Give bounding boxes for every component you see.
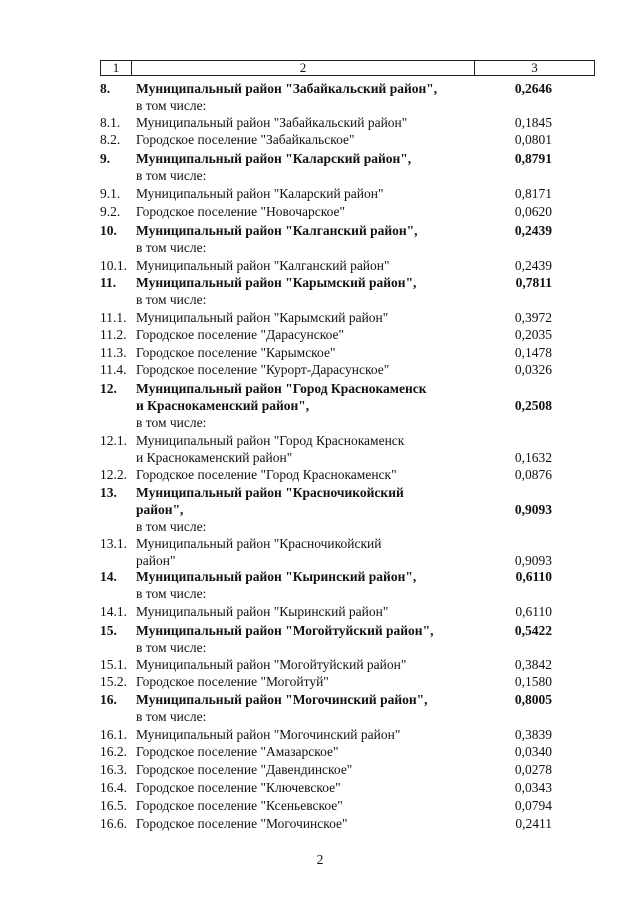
row-name — [136, 779, 466, 796]
row-value: 0,0326 — [514, 362, 552, 377]
row-number: 16.4. — [100, 780, 127, 795]
row-name-line: Городское поселение "Могойтуй" — [136, 674, 329, 689]
row-number: 13.1. — [100, 536, 127, 551]
row-name-line: Городское поселение "Амазарское" — [136, 744, 339, 759]
row-number: 14. — [100, 569, 117, 584]
row-value: 0,9093 — [514, 502, 552, 517]
row-name-line: Городское поселение "Дарасунское" — [136, 327, 345, 342]
row-name — [136, 344, 466, 361]
including-label: в том числе: — [136, 709, 207, 724]
row-number: 9.1. — [100, 186, 121, 201]
row-name-line: Муниципальный район "Калганский район", — [136, 223, 418, 238]
row-name-line: Муниципальный район "Красночикойский — [136, 485, 404, 500]
row-name-line: Муниципальный район "Кыринский район" — [136, 604, 389, 619]
row-name-line: и Краснокаменский район", — [136, 398, 310, 413]
row-number: 8. — [100, 81, 111, 96]
row-name-line: район", — [136, 502, 184, 517]
row-value: 0,3839 — [514, 727, 552, 742]
row-name-line: Муниципальный район "Могочинский район" — [136, 727, 401, 742]
row-value: 0,6110 — [515, 604, 552, 619]
row-name-line: Городское поселение "Ключевское" — [136, 780, 341, 795]
row-name — [136, 535, 466, 569]
row-number: 16.6. — [100, 816, 127, 831]
row-name-line: Муниципальный район "Могойтуйский район" — [136, 657, 407, 672]
row-name — [136, 568, 466, 602]
row-name — [136, 432, 466, 466]
row-name-line: Городское поселение "Ксеньевское" — [136, 798, 343, 813]
row-name — [136, 797, 466, 814]
row-name-line: Муниципальный район "Каларский район" — [136, 186, 384, 201]
row-name — [136, 150, 466, 184]
row-number: 11. — [100, 275, 117, 290]
including-label: в том числе: — [136, 292, 207, 307]
row-value: 0,0620 — [514, 204, 552, 219]
row-name-line: Городское поселение "Город Краснокаменск" — [136, 467, 397, 482]
row-name — [136, 484, 466, 535]
row-number: 16.3. — [100, 762, 127, 777]
row-name — [136, 361, 466, 378]
row-name — [136, 622, 466, 656]
including-label: в том числе: — [136, 240, 207, 255]
including-label: в том числе: — [136, 415, 207, 430]
row-name-line: Муниципальный район "Забайкальский район", — [136, 81, 438, 96]
row-name-line: Городское поселение "Карымское" — [136, 345, 336, 360]
row-value: 0,2035 — [514, 327, 552, 342]
row-name — [136, 257, 466, 274]
row-value: 0,7811 — [515, 275, 552, 290]
row-name-line: Городское поселение "Давендинское" — [136, 762, 353, 777]
row-name-line: Муниципальный район "Забайкальский район" — [136, 115, 408, 130]
row-name-line: Муниципальный район "Карымский район" — [136, 310, 389, 325]
row-number: 12.2. — [100, 467, 127, 482]
row-name — [136, 815, 466, 832]
row-number: 10. — [100, 223, 117, 238]
row-name-line: Муниципальный район "Могочинский район", — [136, 692, 428, 707]
row-value: 0,5422 — [514, 623, 552, 638]
row-name — [136, 203, 466, 220]
header-col-2: 2 — [132, 61, 475, 75]
row-name — [136, 603, 466, 620]
row-name — [136, 274, 466, 308]
row-value: 0,0876 — [514, 467, 552, 482]
row-number: 15.1. — [100, 657, 127, 672]
page-number: 2 — [316, 852, 324, 867]
row-value: 0,2439 — [514, 223, 552, 238]
row-name-line: Муниципальный район "Город Краснокаменск — [136, 381, 427, 396]
row-number: 12. — [100, 381, 117, 396]
row-name-line: Муниципальный район "Калганский район" — [136, 258, 390, 273]
row-name-line: Муниципальный район "Карымский район", — [136, 275, 417, 290]
row-name — [136, 726, 466, 743]
row-value: 0,2411 — [515, 816, 552, 831]
including-label: в том числе: — [136, 98, 207, 113]
row-name — [136, 80, 466, 114]
including-label: в том числе: — [136, 519, 207, 534]
row-value: 0,6110 — [515, 569, 552, 584]
row-number: 10.1. — [100, 258, 127, 273]
row-value: 0,0794 — [514, 798, 552, 813]
row-number: 8.2. — [100, 132, 121, 147]
header-col-3: 3 — [531, 60, 538, 75]
row-value: 0,1478 — [514, 345, 552, 360]
row-value: 0,1580 — [514, 674, 552, 689]
row-value: 0,3842 — [514, 657, 552, 672]
row-number: 12.1. — [100, 433, 127, 448]
row-name — [136, 326, 466, 343]
row-value: 0,1632 — [514, 450, 552, 465]
row-name-line: Муниципальный район "Город Краснокаменск — [136, 433, 405, 448]
row-number: 16.1. — [100, 727, 127, 742]
row-name — [136, 380, 466, 431]
including-label: в том числе: — [136, 586, 207, 601]
row-name-line: Городское поселение "Забайкальское" — [136, 132, 355, 147]
row-number: 11.2. — [100, 327, 127, 342]
row-value: 0,3972 — [514, 310, 552, 325]
including-label: в том числе: — [136, 640, 207, 655]
row-value: 0,9093 — [514, 553, 552, 568]
row-value: 0,0278 — [514, 762, 552, 777]
row-number: 11.4. — [100, 362, 127, 377]
row-number: 9.2. — [100, 204, 121, 219]
row-number: 15. — [100, 623, 117, 638]
row-name-line: Муниципальный район "Красночикойский — [136, 536, 382, 551]
row-value: 0,0801 — [514, 132, 552, 147]
row-name-line: и Краснокаменский район" — [136, 450, 293, 465]
row-value: 0,2508 — [514, 398, 552, 413]
row-number: 15.2. — [100, 674, 127, 689]
row-value: 0,8791 — [514, 151, 552, 166]
row-number: 16.5. — [100, 798, 127, 813]
row-name-line: Муниципальный район "Могойтуйский район", — [136, 623, 434, 638]
row-name — [136, 466, 466, 483]
row-name-line: Городское поселение "Новочарское" — [136, 204, 346, 219]
row-name — [136, 673, 466, 690]
row-value: 0,8171 — [514, 186, 552, 201]
row-name — [136, 691, 466, 725]
row-value: 0,1845 — [514, 115, 552, 130]
row-name — [136, 222, 466, 256]
row-name — [136, 656, 466, 673]
row-name-line: район" — [136, 553, 176, 568]
row-name-line: Муниципальный район "Кыринский район", — [136, 569, 417, 584]
row-name-line: Муниципальный район "Каларский район", — [136, 151, 412, 166]
row-name — [136, 309, 466, 326]
row-value: 0,0340 — [514, 744, 552, 759]
row-name — [136, 185, 466, 202]
row-name — [136, 761, 466, 778]
row-name-line: Городское поселение "Курорт-Дарасунское" — [136, 362, 390, 377]
row-value: 0,2439 — [514, 258, 552, 273]
row-number: 11.1. — [100, 310, 127, 325]
including-label: в том числе: — [136, 168, 207, 183]
row-name — [136, 131, 466, 148]
row-number: 16. — [100, 692, 117, 707]
row-name — [136, 114, 466, 131]
header-col-1: 1 — [101, 61, 132, 75]
row-name-line: Городское поселение "Могочинское" — [136, 816, 348, 831]
row-name — [136, 743, 466, 760]
row-number: 9. — [100, 151, 111, 166]
row-number: 11.3. — [100, 345, 127, 360]
row-number: 8.1. — [100, 115, 121, 130]
row-value: 0,8005 — [514, 692, 552, 707]
row-value: 0,2646 — [514, 81, 552, 96]
row-value: 0,0343 — [514, 780, 552, 795]
row-number: 13. — [100, 485, 117, 500]
row-number: 16.2. — [100, 744, 127, 759]
row-number: 14.1. — [100, 604, 127, 619]
